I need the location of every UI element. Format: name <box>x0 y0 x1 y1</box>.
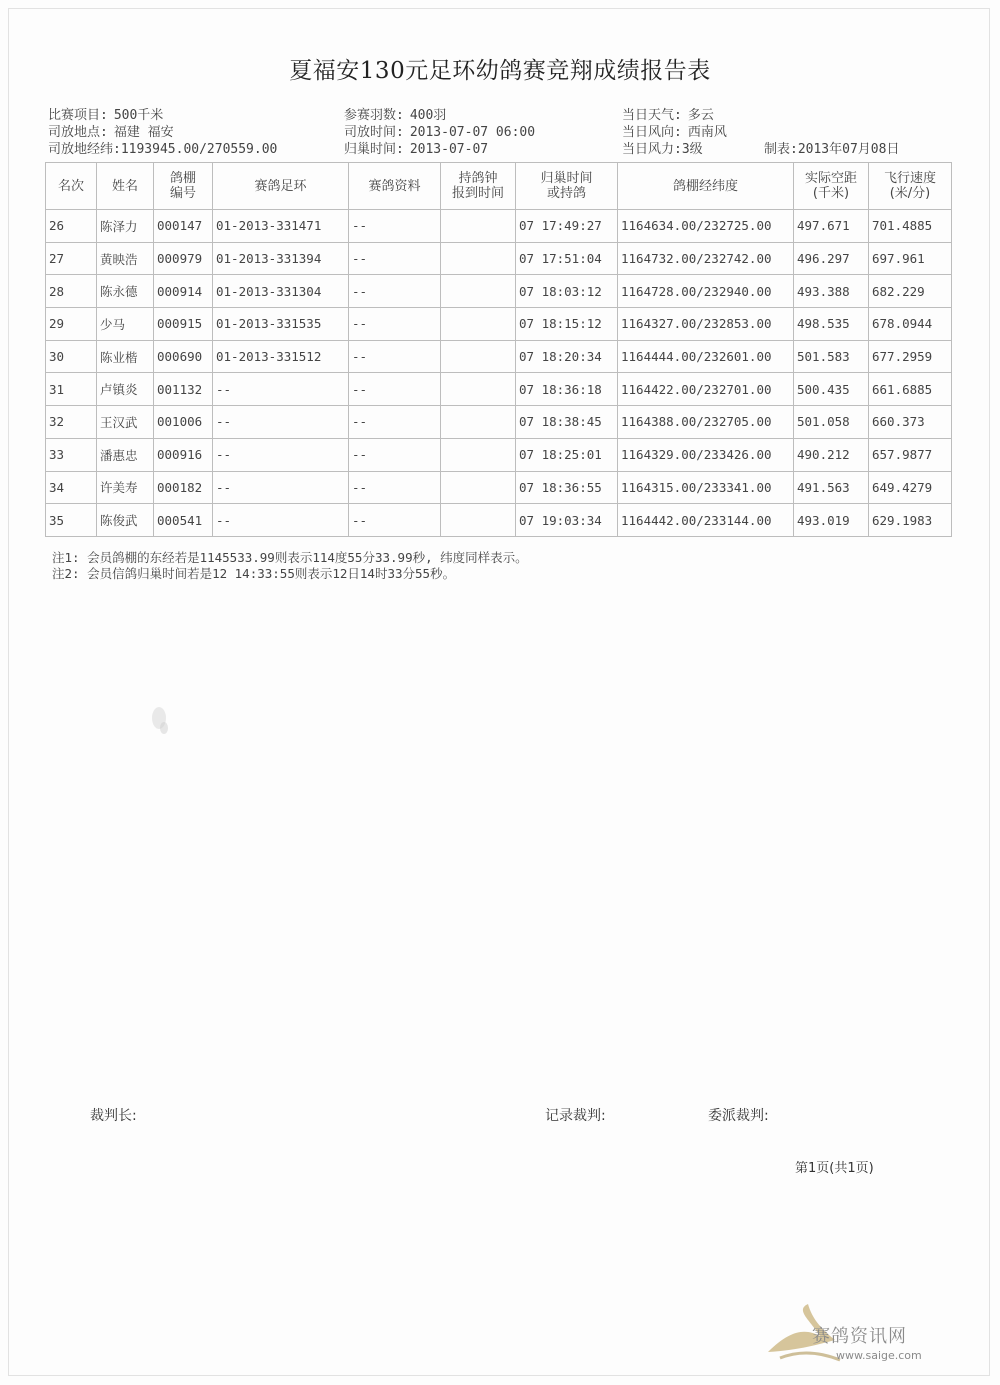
cell-name: 许美寿 <box>97 471 154 504</box>
col-clock-header <box>441 163 516 210</box>
release-time-label: 司放时间: <box>344 125 404 140</box>
col-distance-header <box>794 163 869 210</box>
cell-arrival: 07 18:38:45 <box>516 406 618 439</box>
race-item-value: 500千米 <box>113 108 164 123</box>
cell-clock <box>441 471 516 504</box>
report-title: 夏福安130元足环幼鸽赛竞翔成绩报告表 <box>289 58 711 84</box>
cell-ring: -- <box>213 471 349 504</box>
cell-speed: 678.0944 <box>869 308 952 341</box>
watermark-url: www.saige.com <box>836 1349 922 1362</box>
col-ring-header: 赛鸽足环 <box>213 163 349 210</box>
cell-coords: 1164634.00/232725.00 <box>618 210 794 243</box>
cell-arrival: 07 19:03:34 <box>516 504 618 537</box>
cell-ring: -- <box>213 504 349 537</box>
cell-coords: 1164422.00/232701.00 <box>618 373 794 406</box>
watermark-text: 赛鸽资讯网 <box>812 1326 907 1347</box>
footnote-1: 注1: 会员鸽棚的东经若是1145533.99则表示114度55分33.99秒, 纬度同样表示。 <box>52 550 528 565</box>
table-row <box>46 438 952 471</box>
cell-clock <box>441 406 516 439</box>
table-row <box>46 308 952 341</box>
col-distance-header-line2: (千米) <box>812 186 850 201</box>
col-distance-header-line1: 实际空距 <box>804 171 857 186</box>
cell-clock <box>441 308 516 341</box>
cell-info: -- <box>349 340 441 373</box>
cell-arrival: 07 18:25:01 <box>516 438 618 471</box>
cell-clock <box>441 373 516 406</box>
cell-info: -- <box>349 504 441 537</box>
col-loft-header <box>154 163 213 210</box>
cell-rank: 33 <box>46 438 97 471</box>
entries-value: 400羽 <box>409 108 447 123</box>
cell-speed: 657.9877 <box>869 438 952 471</box>
weather-label: 当日天气: <box>622 108 682 123</box>
cell-speed: 697.961 <box>869 242 952 275</box>
col-speed-header <box>869 163 952 210</box>
made-date-info <box>764 138 899 157</box>
cell-arrival: 07 18:36:55 <box>516 471 618 504</box>
cell-arrival: 07 18:15:12 <box>516 308 618 341</box>
cell-info: -- <box>349 275 441 308</box>
return-time-value: 2013-07-07 <box>409 142 489 157</box>
cell-rank: 31 <box>46 373 97 406</box>
wind-direction-label: 当日风向: <box>622 125 682 140</box>
race-item-label: 比赛项目: <box>48 108 108 123</box>
wind-force-value: 3级 <box>681 142 703 157</box>
cell-distance: 498.535 <box>794 308 869 341</box>
col-info-header: 赛鸽资料 <box>349 163 441 210</box>
weather-value: 多云 <box>687 108 714 123</box>
cell-info: -- <box>349 438 441 471</box>
cell-coords: 1164442.00/233144.00 <box>618 504 794 537</box>
cell-info: -- <box>349 471 441 504</box>
wind-direction-value: 西南风 <box>687 125 727 140</box>
cell-name: 陈俊武 <box>97 504 154 537</box>
col-clock-header-line1: 持鸽钟 <box>458 171 498 186</box>
cell-ring: -- <box>213 406 349 439</box>
cell-distance: 491.563 <box>794 471 869 504</box>
cell-name: 陈永德 <box>97 275 154 308</box>
cell-clock <box>441 242 516 275</box>
cell-info: -- <box>349 373 441 406</box>
return-time-label: 归巢时间: <box>344 142 404 157</box>
col-loft-header-line1: 鸽棚 <box>169 171 196 186</box>
table-row <box>46 373 952 406</box>
cell-coords: 1164329.00/233426.00 <box>618 438 794 471</box>
col-speed-header-line1: 飞行速度 <box>883 171 936 186</box>
cell-clock <box>441 340 516 373</box>
cell-rank: 28 <box>46 275 97 308</box>
assigned-judge-label: 委派裁判: <box>708 1108 769 1124</box>
cell-name: 少马 <box>97 308 154 341</box>
col-rank-header: 名次 <box>46 163 97 210</box>
cell-arrival: 07 17:49:27 <box>516 210 618 243</box>
cell-ring: -- <box>213 438 349 471</box>
col-arrival-header-line1: 归巢时间 <box>540 171 593 186</box>
cell-speed: 629.1983 <box>869 504 952 537</box>
chief-judge-label: 裁判长: <box>90 1108 137 1124</box>
cell-info: -- <box>349 242 441 275</box>
wind-force-label: 当日风力: <box>622 142 682 157</box>
cell-ring: 01-2013-331304 <box>213 275 349 308</box>
cell-coords: 1164444.00/232601.00 <box>618 340 794 373</box>
cell-loft: 000916 <box>154 438 213 471</box>
return-time-info <box>344 138 488 157</box>
cell-rank: 34 <box>46 471 97 504</box>
cell-loft: 000914 <box>154 275 213 308</box>
table-row <box>46 471 952 504</box>
cell-ring: -- <box>213 373 349 406</box>
cell-clock <box>441 210 516 243</box>
wind-force-info <box>622 138 703 157</box>
cell-rank: 27 <box>46 242 97 275</box>
col-loft-header-line2: 编号 <box>169 186 196 201</box>
cell-info: -- <box>349 308 441 341</box>
col-clock-header-line2: 报到时间 <box>451 186 504 201</box>
recording-judge-label: 记录裁判: <box>545 1108 606 1124</box>
release-place-label: 司放地点: <box>48 125 108 140</box>
cell-loft: 000915 <box>154 308 213 341</box>
cell-coords: 1164388.00/232705.00 <box>618 406 794 439</box>
made-date-value: 2013年07月08日 <box>797 142 900 157</box>
cell-name: 潘惠忠 <box>97 438 154 471</box>
table-row <box>46 504 952 537</box>
entries-label: 参赛羽数: <box>344 108 404 123</box>
cell-loft: 000541 <box>154 504 213 537</box>
cell-name: 王汉武 <box>97 406 154 439</box>
cell-name: 陈泽力 <box>97 210 154 243</box>
col-arrival-header <box>516 163 618 210</box>
cell-distance: 501.058 <box>794 406 869 439</box>
cell-loft: 001006 <box>154 406 213 439</box>
cell-coords: 1164315.00/233341.00 <box>618 471 794 504</box>
release-coords-value: 1193945.00/270559.00 <box>120 142 278 157</box>
cell-distance: 496.297 <box>794 242 869 275</box>
cell-loft: 000182 <box>154 471 213 504</box>
col-arrival-header-line2: 或持鸽 <box>546 186 586 201</box>
table-row <box>46 242 952 275</box>
table-row <box>46 406 952 439</box>
cell-arrival: 07 18:03:12 <box>516 275 618 308</box>
cell-clock <box>441 275 516 308</box>
cell-coords: 1164732.00/232742.00 <box>618 242 794 275</box>
cell-info: -- <box>349 210 441 243</box>
cell-clock <box>441 438 516 471</box>
cell-coords: 1164327.00/232853.00 <box>618 308 794 341</box>
table-row <box>46 340 952 373</box>
cell-name: 卢镇炎 <box>97 373 154 406</box>
cell-speed: 661.6885 <box>869 373 952 406</box>
cell-name: 陈业楷 <box>97 340 154 373</box>
cell-speed: 677.2959 <box>869 340 952 373</box>
cell-ring: 01-2013-331471 <box>213 210 349 243</box>
table-row <box>46 210 952 243</box>
cell-distance: 493.388 <box>794 275 869 308</box>
cell-speed: 701.4885 <box>869 210 952 243</box>
results-table <box>45 162 952 537</box>
release-place-value: 福建 福安 <box>113 125 174 140</box>
page-number: 第1页(共1页) <box>795 1161 874 1176</box>
cell-clock <box>441 504 516 537</box>
release-time-value: 2013-07-07 06:00 <box>409 125 536 140</box>
cell-arrival: 07 18:20:34 <box>516 340 618 373</box>
release-coords-info <box>48 138 277 157</box>
cell-speed: 649.4279 <box>869 471 952 504</box>
cell-distance: 493.019 <box>794 504 869 537</box>
release-coords-label: 司放地经纬: <box>48 142 121 157</box>
cell-distance: 490.212 <box>794 438 869 471</box>
cell-loft: 000979 <box>154 242 213 275</box>
footnote-2: 注2: 会员信鸽归巢时间若是12 14:33:55则表示12日14时33分55秒。 <box>52 566 456 581</box>
cell-loft: 000147 <box>154 210 213 243</box>
cell-info: -- <box>349 406 441 439</box>
cell-rank: 35 <box>46 504 97 537</box>
cell-ring: 01-2013-331394 <box>213 242 349 275</box>
col-coords-header: 鸽棚经纬度 <box>618 163 794 210</box>
made-label: 制表: <box>764 142 798 157</box>
cell-speed: 682.229 <box>869 275 952 308</box>
cell-distance: 501.583 <box>794 340 869 373</box>
cell-distance: 500.435 <box>794 373 869 406</box>
cell-name: 黄映浩 <box>97 242 154 275</box>
cell-speed: 660.373 <box>869 406 952 439</box>
cell-distance: 497.671 <box>794 210 869 243</box>
scan-smudge <box>145 700 175 740</box>
cell-ring: 01-2013-331535 <box>213 308 349 341</box>
cell-coords: 1164728.00/232940.00 <box>618 275 794 308</box>
table-row <box>46 275 952 308</box>
cell-rank: 29 <box>46 308 97 341</box>
footnotes <box>52 550 528 582</box>
cell-ring: 01-2013-331512 <box>213 340 349 373</box>
cell-rank: 26 <box>46 210 97 243</box>
cell-arrival: 07 18:36:18 <box>516 373 618 406</box>
cell-arrival: 07 17:51:04 <box>516 242 618 275</box>
cell-rank: 32 <box>46 406 97 439</box>
header-row <box>46 163 952 210</box>
cell-loft: 001132 <box>154 373 213 406</box>
col-speed-header-line2: (米/分) <box>889 186 931 201</box>
cell-rank: 30 <box>46 340 97 373</box>
col-name-header: 姓名 <box>97 163 154 210</box>
cell-loft: 000690 <box>154 340 213 373</box>
